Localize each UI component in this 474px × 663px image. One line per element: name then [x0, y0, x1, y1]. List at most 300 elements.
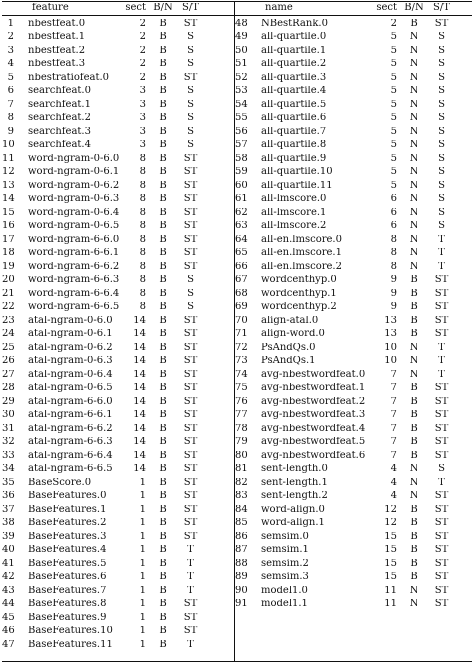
table-row: [2, 152, 234, 166]
cell-feature: BaseFeatures.11: [28, 639, 113, 650]
cell-sect: 11: [384, 585, 397, 596]
cell-feature: word-ngram-0-6.3: [28, 194, 120, 205]
cell-bn: N: [409, 342, 419, 353]
cell-sect: 1: [139, 626, 146, 637]
cell-sect: 14: [133, 329, 146, 340]
cell-st: ST: [183, 18, 198, 29]
cell-sect: 10: [384, 356, 397, 367]
table-row: [235, 85, 472, 99]
table-row: [2, 449, 234, 463]
cell-bn: B: [410, 302, 418, 313]
cell-index: 64: [235, 234, 248, 245]
cell-bn: B: [159, 626, 167, 637]
cell-st: ST: [434, 315, 449, 326]
table-row: [2, 220, 234, 234]
cell-sect: 8: [139, 248, 146, 259]
cell-sect: 7: [390, 383, 397, 394]
table-row: [2, 247, 234, 261]
right-rows: [235, 17, 472, 611]
table-row: [235, 490, 472, 504]
table-row: [2, 476, 234, 490]
cell-feature: model1.1: [261, 599, 308, 610]
cell-sect: 1: [139, 491, 146, 502]
cell-sect: 8: [139, 234, 146, 245]
cell-feature: all-quartile.5: [261, 99, 327, 110]
cell-index: 13: [2, 180, 15, 191]
cell-sect: 13: [384, 329, 397, 340]
cell-index: 37: [2, 504, 15, 515]
cell-index: 21: [2, 288, 15, 299]
cell-feature: BaseFeatures.7: [28, 585, 107, 596]
table-row: [235, 328, 472, 342]
cell-feature: sent-length.0: [261, 464, 328, 475]
cell-index: 67: [235, 275, 248, 286]
cell-sect: 6: [390, 194, 397, 205]
cell-feature: BaseFeatures.3: [28, 531, 107, 542]
cell-st: ST: [183, 477, 198, 488]
table-row: [2, 355, 234, 369]
cell-sect: 14: [133, 464, 146, 475]
table-row: [2, 71, 234, 85]
table-row: [2, 544, 234, 558]
cell-bn: B: [159, 180, 167, 191]
cell-st: ST: [434, 545, 449, 556]
cell-sect: 8: [139, 302, 146, 313]
cell-index: 63: [235, 221, 248, 232]
cell-index: 31: [2, 423, 15, 434]
cell-index: 14: [2, 194, 15, 205]
cell-st: S: [187, 302, 194, 313]
cell-feature: atal-ngram-6-6.3: [28, 437, 113, 448]
cell-index: 88: [235, 558, 248, 569]
cell-bn: N: [409, 59, 419, 70]
table-row: [235, 247, 472, 261]
cell-bn: B: [159, 167, 167, 178]
table-bottom-rule: [2, 661, 472, 662]
cell-index: 6: [7, 86, 14, 97]
cell-st: ST: [434, 531, 449, 542]
cell-st: ST: [183, 180, 198, 191]
cell-sect: 2: [139, 18, 146, 29]
cell-feature: nbestfeat.1: [28, 32, 86, 43]
table-row: [2, 557, 234, 571]
cell-bn: N: [409, 126, 419, 137]
cell-st: ST: [434, 383, 449, 394]
cell-index: 70: [235, 315, 248, 326]
cell-index: 59: [235, 167, 248, 178]
cell-st: ST: [183, 437, 198, 448]
cell-feature: all-quartile.11: [261, 180, 333, 191]
cell-bn: B: [159, 113, 167, 124]
cell-index: 52: [235, 72, 248, 83]
cell-st: ST: [183, 396, 198, 407]
cell-bn: N: [409, 477, 419, 488]
cell-bn: B: [159, 437, 167, 448]
cell-sect: 2: [139, 45, 146, 56]
cell-index: 15: [2, 207, 15, 218]
cell-index: 36: [2, 491, 15, 502]
cell-bn: B: [410, 545, 418, 556]
cell-bn: B: [410, 450, 418, 461]
left-rows: [2, 17, 234, 652]
table-row: [2, 463, 234, 477]
cell-bn: B: [410, 437, 418, 448]
cell-feature: all-quartile.8: [261, 140, 327, 151]
cell-index: 51: [235, 59, 248, 70]
cell-st: T: [438, 342, 445, 353]
cell-bn: B: [159, 315, 167, 326]
cell-sect: 7: [390, 369, 397, 380]
table-row: [235, 341, 472, 355]
table-row: [235, 355, 472, 369]
cell-feature: word-ngram-6-6.3: [28, 275, 120, 286]
cell-bn: N: [409, 113, 419, 124]
cell-index: 56: [235, 126, 248, 137]
cell-bn: B: [410, 275, 418, 286]
cell-sect: 5: [390, 180, 397, 191]
cell-sect: 8: [139, 153, 146, 164]
table-row: [2, 584, 234, 598]
cell-sect: 1: [139, 599, 146, 610]
cell-feature: avg-nbestwordfeat.2: [261, 396, 366, 407]
cell-index: 75: [235, 383, 248, 394]
cell-st: ST: [434, 558, 449, 569]
header-bn: B/N: [404, 3, 424, 13]
cell-bn: B: [410, 315, 418, 326]
cell-bn: B: [159, 207, 167, 218]
table-row: [2, 341, 234, 355]
cell-sect: 14: [133, 423, 146, 434]
cell-st: ST: [434, 518, 449, 529]
cell-st: S: [438, 45, 445, 56]
cell-index: 20: [2, 275, 15, 286]
cell-st: S: [438, 32, 445, 43]
cell-bn: B: [159, 639, 167, 650]
cell-index: 50: [235, 45, 248, 56]
cell-bn: N: [409, 369, 419, 380]
cell-feature: all-quartile.10: [261, 167, 333, 178]
cell-index: 87: [235, 545, 248, 556]
cell-sect: 14: [133, 369, 146, 380]
cell-sect: 8: [139, 221, 146, 232]
cell-sect: 8: [139, 261, 146, 272]
cell-index: 89: [235, 572, 248, 583]
cell-bn: B: [410, 383, 418, 394]
cell-feature: NBestRank.0: [261, 18, 328, 29]
cell-sect: 5: [390, 99, 397, 110]
cell-feature: wordcenthyp.2: [261, 302, 337, 313]
table-row: [235, 409, 472, 423]
cell-bn: B: [159, 302, 167, 313]
cell-st: ST: [183, 383, 198, 394]
cell-feature: BaseFeatures.1: [28, 504, 107, 515]
cell-index: 69: [235, 302, 248, 313]
cell-index: 45: [2, 612, 15, 623]
cell-feature: atal-ngram-6-6.0: [28, 396, 113, 407]
cell-sect: 5: [390, 113, 397, 124]
cell-bn: N: [409, 167, 419, 178]
cell-sect: 8: [139, 180, 146, 191]
cell-feature: atal-ngram-6-6.2: [28, 423, 113, 434]
cell-bn: N: [409, 261, 419, 272]
table-row: [235, 152, 472, 166]
cell-index: 65: [235, 248, 248, 259]
cell-sect: 7: [390, 450, 397, 461]
cell-sect: 9: [390, 288, 397, 299]
cell-sect: 14: [133, 410, 146, 421]
cell-feature: PsAndQs.0: [261, 342, 316, 353]
cell-sect: 14: [133, 437, 146, 448]
cell-feature: avg-nbestwordfeat.4: [261, 423, 366, 434]
cell-sect: 3: [139, 86, 146, 97]
cell-st: ST: [434, 288, 449, 299]
cell-st: S: [187, 59, 194, 70]
table-row: [235, 220, 472, 234]
cell-feature: word-ngram-0-6.0: [28, 153, 120, 164]
cell-bn: B: [410, 531, 418, 542]
cell-index: 11: [2, 153, 15, 164]
cell-feature: atal-ngram-0-6.0: [28, 315, 113, 326]
table-row: [235, 260, 472, 274]
header-st: S/T: [433, 3, 450, 13]
cell-bn: B: [159, 221, 167, 232]
cell-bn: B: [159, 558, 167, 569]
table-row: [235, 44, 472, 58]
cell-st: ST: [183, 410, 198, 421]
cell-bn: N: [409, 491, 419, 502]
cell-st: ST: [434, 275, 449, 286]
cell-st: S: [187, 32, 194, 43]
cell-index: 7: [7, 99, 14, 110]
cell-index: 38: [2, 518, 15, 529]
cell-bn: B: [410, 329, 418, 340]
cell-feature: align-word.0: [261, 329, 325, 340]
cell-feature: word-ngram-0-6.1: [28, 167, 120, 178]
cell-feature: sent-length.2: [261, 491, 328, 502]
cell-st: S: [438, 207, 445, 218]
cell-st: ST: [434, 437, 449, 448]
cell-sect: 8: [390, 248, 397, 259]
cell-st: S: [438, 180, 445, 191]
cell-feature: all-quartile.0: [261, 32, 327, 43]
cell-index: 9: [7, 126, 14, 137]
cell-sect: 10: [384, 342, 397, 353]
table-row: [2, 260, 234, 274]
table-row: [2, 598, 234, 612]
cell-st: S: [187, 99, 194, 110]
table-row: [2, 490, 234, 504]
cell-feature: BaseFeatures.4: [28, 545, 107, 556]
cell-bn: B: [410, 518, 418, 529]
table-row: [2, 125, 234, 139]
cell-feature: atal-ngram-0-6.2: [28, 342, 113, 353]
cell-index: 86: [235, 531, 248, 542]
cell-sect: 4: [390, 464, 397, 475]
cell-feature: all-lmscore.1: [261, 207, 327, 218]
table-row: [235, 476, 472, 490]
cell-bn: N: [409, 180, 419, 191]
cell-index: 77: [235, 410, 248, 421]
table-row: [2, 503, 234, 517]
cell-st: ST: [434, 423, 449, 434]
cell-bn: B: [159, 248, 167, 259]
cell-index: 47: [2, 639, 15, 650]
table-row: [235, 557, 472, 571]
cell-index: 8: [7, 113, 14, 124]
cell-index: 34: [2, 464, 15, 475]
cell-sect: 15: [384, 558, 397, 569]
table-row: [235, 179, 472, 193]
cell-feature: atal-ngram-6-6.5: [28, 464, 113, 475]
cell-bn: B: [159, 140, 167, 151]
cell-st: ST: [434, 572, 449, 583]
cell-bn: N: [409, 140, 419, 151]
cell-st: S: [438, 167, 445, 178]
cell-bn: B: [159, 356, 167, 367]
cell-sect: 5: [390, 72, 397, 83]
cell-sect: 8: [139, 167, 146, 178]
cell-sect: 15: [384, 572, 397, 583]
cell-bn: B: [410, 18, 418, 29]
table-row: [235, 233, 472, 247]
cell-st: T: [438, 248, 445, 259]
table-row: [2, 206, 234, 220]
cell-index: 76: [235, 396, 248, 407]
table-row: [235, 368, 472, 382]
cell-sect: 1: [139, 545, 146, 556]
cell-sect: 4: [390, 477, 397, 488]
cell-index: 62: [235, 207, 248, 218]
cell-bn: B: [159, 288, 167, 299]
cell-st: ST: [183, 491, 198, 502]
cell-feature: wordcenthyp.1: [261, 288, 337, 299]
table-row: [2, 395, 234, 409]
cell-st: ST: [183, 207, 198, 218]
cell-sect: 5: [390, 32, 397, 43]
cell-bn: N: [409, 221, 419, 232]
cell-bn: B: [159, 18, 167, 29]
cell-feature: all-quartile.7: [261, 126, 327, 137]
cell-sect: 5: [390, 126, 397, 137]
cell-bn: B: [159, 396, 167, 407]
cell-feature: BaseFeatures.8: [28, 599, 107, 610]
cell-bn: N: [409, 599, 419, 610]
cell-st: S: [438, 59, 445, 70]
table-row: [2, 139, 234, 153]
table-row: [235, 436, 472, 450]
cell-feature: all-en.lmscore.0: [261, 234, 342, 245]
cell-bn: B: [159, 126, 167, 137]
cell-bn: B: [159, 410, 167, 421]
cell-bn: B: [159, 599, 167, 610]
cell-bn: B: [159, 491, 167, 502]
table-row: [235, 301, 472, 315]
table-row: [2, 179, 234, 193]
cell-index: 78: [235, 423, 248, 434]
cell-feature: semsim.3: [261, 572, 309, 583]
cell-st: S: [438, 72, 445, 83]
cell-st: T: [187, 639, 194, 650]
cell-st: T: [438, 369, 445, 380]
cell-sect: 7: [390, 437, 397, 448]
cell-index: 39: [2, 531, 15, 542]
cell-bn: B: [159, 464, 167, 475]
cell-bn: B: [159, 194, 167, 205]
table-row: [235, 193, 472, 207]
cell-st: ST: [183, 504, 198, 515]
cell-st: S: [187, 275, 194, 286]
cell-bn: B: [159, 99, 167, 110]
cell-index: 16: [2, 221, 15, 232]
cell-st: ST: [183, 329, 198, 340]
cell-bn: B: [159, 153, 167, 164]
cell-bn: N: [409, 356, 419, 367]
cell-st: ST: [183, 72, 198, 83]
cell-bn: B: [159, 383, 167, 394]
cell-bn: B: [159, 342, 167, 353]
cell-feature: searchfeat.1: [28, 99, 91, 110]
cell-index: 71: [235, 329, 248, 340]
cell-sect: 2: [139, 72, 146, 83]
cell-st: ST: [183, 221, 198, 232]
table-row: [235, 314, 472, 328]
cell-feature: nbestfeat.3: [28, 59, 86, 70]
cell-st: ST: [183, 369, 198, 380]
cell-st: ST: [434, 18, 449, 29]
table-row: [2, 328, 234, 342]
cell-bn: N: [409, 194, 419, 205]
cell-index: 54: [235, 99, 248, 110]
cell-sect: 3: [139, 126, 146, 137]
cell-feature: BaseFeatures.6: [28, 572, 107, 583]
table-row: [2, 287, 234, 301]
cell-sect: 7: [390, 396, 397, 407]
cell-feature: atal-ngram-0-6.4: [28, 369, 113, 380]
cell-feature: all-quartile.9: [261, 153, 327, 164]
cell-feature: word-ngram-6-6.0: [28, 234, 120, 245]
cell-feature: all-lmscore.2: [261, 221, 327, 232]
cell-bn: B: [410, 410, 418, 421]
cell-feature: word-ngram-0-6.2: [28, 180, 120, 191]
table-row: [2, 58, 234, 72]
cell-sect: 14: [133, 315, 146, 326]
cell-sect: 14: [133, 342, 146, 353]
cell-st: S: [438, 194, 445, 205]
cell-feature: BaseFeatures.5: [28, 558, 107, 569]
cell-index: 23: [2, 315, 15, 326]
cell-bn: B: [159, 59, 167, 70]
cell-st: ST: [183, 518, 198, 529]
cell-feature: avg-nbestwordfeat.3: [261, 410, 366, 421]
cell-feature: searchfeat.4: [28, 140, 91, 151]
table-row: [235, 206, 472, 220]
cell-sect: 5: [390, 45, 397, 56]
cell-st: S: [187, 45, 194, 56]
cell-index: 72: [235, 342, 248, 353]
cell-st: T: [187, 545, 194, 556]
table-row: [2, 638, 234, 652]
cell-sect: 2: [139, 59, 146, 70]
cell-st: S: [438, 99, 445, 110]
cell-index: 66: [235, 261, 248, 272]
cell-feature: wordcenthyp.0: [261, 275, 337, 286]
cell-sect: 2: [139, 32, 146, 43]
cell-sect: 11: [384, 599, 397, 610]
cell-index: 43: [2, 585, 15, 596]
cell-bn: B: [159, 531, 167, 542]
table-row: [235, 139, 472, 153]
cell-st: S: [187, 140, 194, 151]
